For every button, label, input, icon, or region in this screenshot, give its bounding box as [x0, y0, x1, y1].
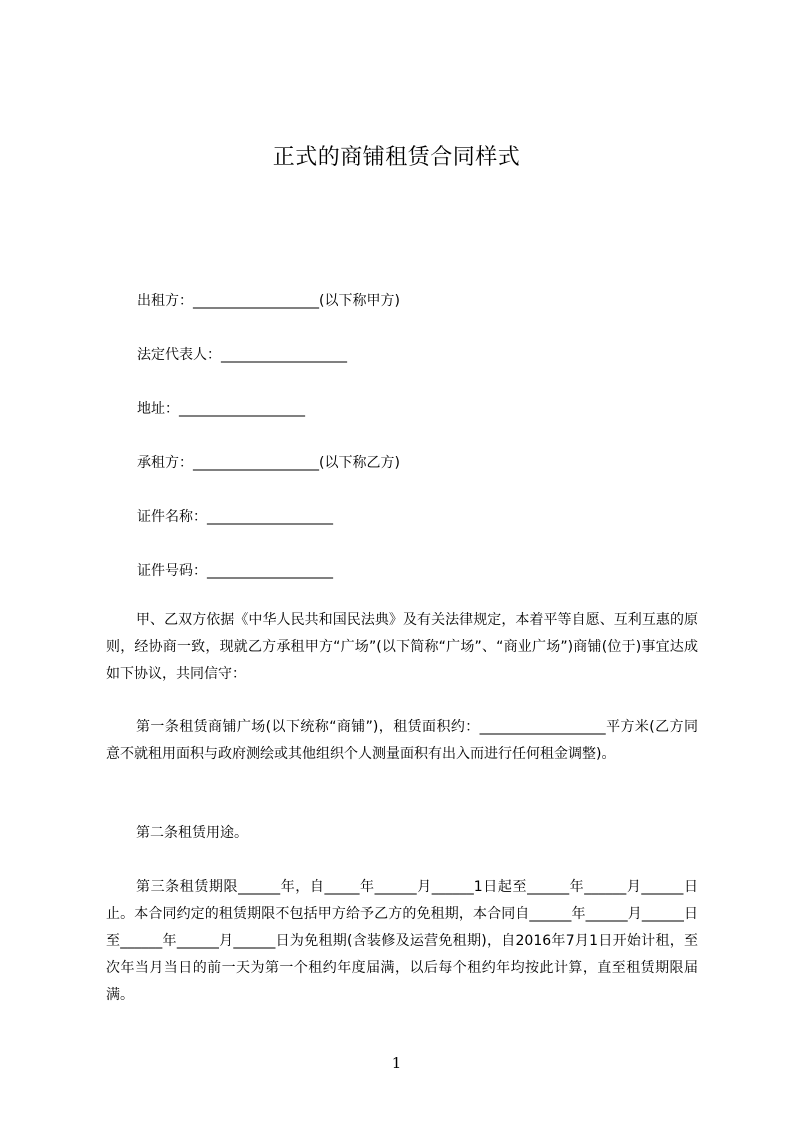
- legal-representative-field: 法定代表人：__________________: [137, 347, 347, 363]
- article-3-paragraph: 第三条租赁期限______年，自_____年______月______1日起至______年______月______日止。本合同约定的租赁期限不包括甲方给予乙方的免租期，本合同自______年______月______日至______年______月______日为免租期(含装修及运营免租期)，自2016年7月1日开始计租，至次年当月当日的前一天为第一个租约年度届满，以后每个租约年均按此计算，直至租赁期限届满。: [106, 879, 698, 1003]
- article-2-paragraph: 第二条租赁用途。: [136, 825, 248, 841]
- id-number-field: 证件号码：__________________: [137, 563, 333, 579]
- address-field: 地址：__________________: [137, 401, 305, 417]
- document-title: 正式的商铺租赁合同样式: [272, 145, 521, 170]
- page-number: 1: [391, 1054, 402, 1072]
- id-name-field: 证件名称：__________________: [137, 509, 333, 525]
- lessor-field: 出租方：__________________(以下称甲方): [137, 293, 400, 309]
- article-1-paragraph: 第一条租赁商铺广场(以下统称“商铺”)，租赁面积约：__________________平方米(乙方同意不就租用面积与政府测绘或其他组织个人测量面积有出入而进行任何租金调整)。: [106, 719, 698, 762]
- lessee-field: 承租方：__________________(以下称乙方): [137, 455, 400, 471]
- preamble-paragraph: 甲、乙双方依据《中华人民共和国民法典》及有关法律规定，本着平等自愿、互利互惠的原则，经协商一致，现就乙方承租甲方“广场”(以下简称“广场”、“商业广场”)商铺(位于)事宜达成如下协议，共同信守：: [106, 612, 698, 682]
